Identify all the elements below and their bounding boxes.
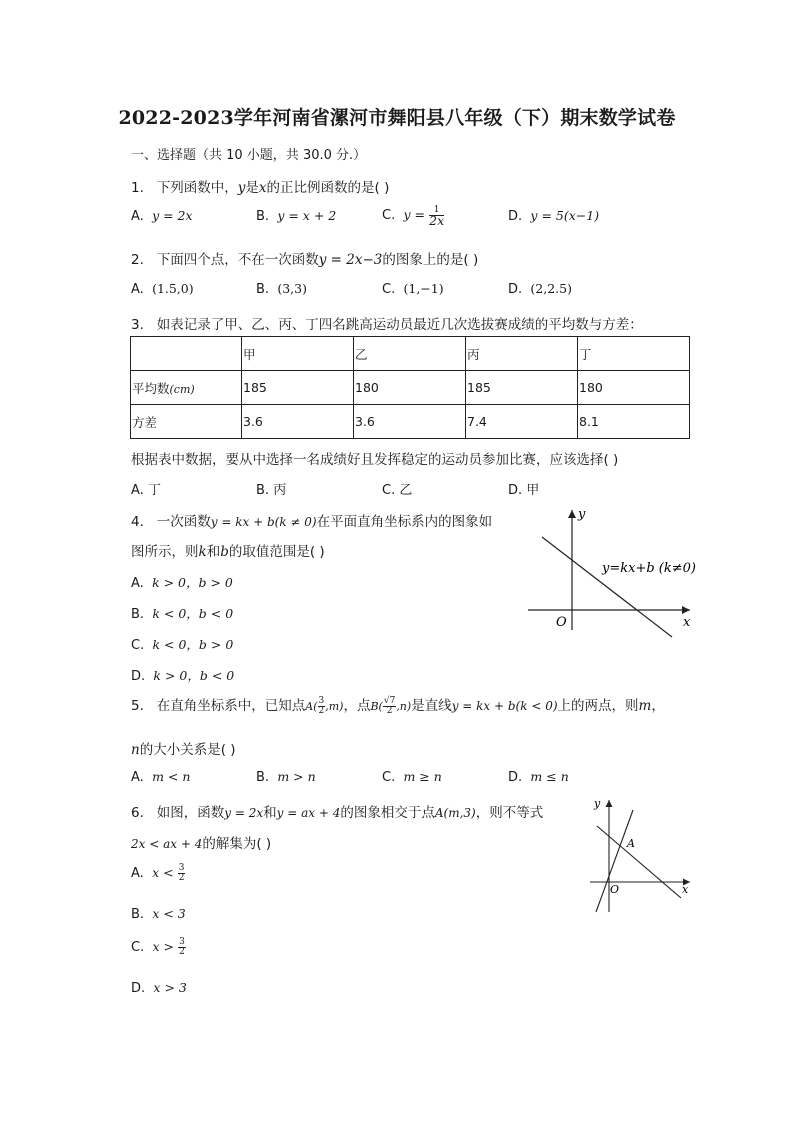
option-expr: k > 0，b < 0 bbox=[153, 668, 235, 683]
question-text: 是 bbox=[245, 180, 259, 196]
option-d[interactable] bbox=[508, 769, 569, 785]
option-a[interactable] bbox=[131, 208, 193, 224]
option-expr: x < bbox=[152, 865, 174, 880]
fraction bbox=[178, 864, 186, 883]
option-expr: x > bbox=[152, 939, 174, 954]
option-letter: C. bbox=[382, 770, 396, 785]
option-expr: m < n bbox=[152, 769, 191, 784]
question-text: 下面四个点，不在一次函数 bbox=[156, 252, 319, 268]
question-text: 如图，函数 bbox=[156, 805, 225, 821]
math-var: x bbox=[258, 180, 267, 196]
section-heading: 一、选择题（共 10 小题，共 30.0 分.） bbox=[131, 148, 367, 163]
option-b[interactable] bbox=[256, 769, 316, 785]
table-row bbox=[131, 405, 690, 439]
option-letter: B. bbox=[256, 209, 270, 224]
question-text: 的解集为( ) bbox=[202, 836, 272, 852]
option-expr: m > n bbox=[277, 769, 316, 784]
page-title: 2022-2023学年河南省漯河市舞阳县八年级（下）期末数学试卷 bbox=[118, 107, 676, 129]
line-y-2x bbox=[596, 810, 633, 912]
option-expr: k < 0，b < 0 bbox=[152, 606, 234, 621]
denominator: 2 bbox=[179, 947, 185, 957]
question-number: 2. bbox=[131, 252, 144, 268]
question-2-stem bbox=[131, 248, 478, 268]
question-text: 如表记录了甲、乙、丙、丁四名跳高运动员最近几次选拔赛成绩的平均数与方差： bbox=[156, 317, 643, 333]
question-4-stem bbox=[131, 510, 492, 530]
x-axis-label: x bbox=[683, 615, 691, 630]
option-b[interactable] bbox=[131, 906, 186, 922]
option-c[interactable] bbox=[382, 769, 442, 785]
point-b: B( bbox=[370, 700, 383, 713]
denominator: 2 bbox=[178, 873, 185, 883]
question-text: 图所示，则 bbox=[131, 544, 199, 560]
option-expr: (2,2.5) bbox=[530, 281, 572, 296]
scores-table bbox=[130, 336, 690, 439]
numerator: 1 bbox=[429, 206, 444, 216]
option-letter: A. bbox=[131, 483, 144, 498]
question-3-followup: 根据表中数据，要从中选择一名成绩好且发挥稳定的运动员参加比赛，应该选择( ) bbox=[131, 452, 619, 468]
question-text: 下列函数中， bbox=[156, 180, 238, 196]
table-cell bbox=[131, 337, 242, 371]
option-letter: C. bbox=[382, 282, 396, 297]
option-letter: A. bbox=[131, 576, 144, 591]
math-var: k bbox=[198, 544, 207, 560]
option-letter: D. bbox=[508, 770, 523, 785]
y-axis-label: y bbox=[594, 797, 601, 810]
numerator: √7 bbox=[383, 695, 396, 706]
table-cell: 185 bbox=[466, 371, 578, 405]
question-number: 3. bbox=[131, 317, 144, 333]
option-expr: y = x + 2 bbox=[277, 208, 337, 223]
table-header-row bbox=[131, 337, 690, 371]
option-a[interactable] bbox=[131, 281, 194, 297]
unit: (cm) bbox=[169, 382, 195, 396]
option-expr: k > 0，b > 0 bbox=[152, 575, 233, 590]
question-text: 的图象上的是( ) bbox=[382, 252, 479, 268]
fraction bbox=[178, 938, 186, 957]
option-expr: (3,3) bbox=[277, 281, 307, 296]
option-expr: m ≥ n bbox=[403, 769, 442, 784]
denominator: 2 bbox=[386, 705, 393, 716]
question-5-stem bbox=[131, 694, 665, 716]
option-c[interactable] bbox=[382, 479, 412, 498]
numerator: 3 bbox=[178, 863, 185, 873]
option-letter: B. bbox=[256, 282, 270, 297]
table-row bbox=[131, 371, 690, 405]
option-expr: x < 3 bbox=[152, 906, 186, 921]
option-letter: A. bbox=[131, 209, 144, 224]
question-text: ，点 bbox=[343, 698, 371, 714]
fraction bbox=[429, 205, 445, 228]
option-letter: D. bbox=[131, 669, 146, 684]
option-letter: D. bbox=[508, 209, 523, 224]
option-letter: D. bbox=[508, 282, 523, 297]
question-number: 4. bbox=[131, 514, 144, 530]
option-b[interactable] bbox=[256, 281, 307, 297]
option-c[interactable] bbox=[131, 938, 186, 957]
point-a-label: A bbox=[627, 837, 635, 850]
question-1-stem bbox=[131, 176, 389, 196]
q6-graph bbox=[584, 792, 696, 917]
option-letter: B. bbox=[131, 907, 145, 922]
question-text: 是直线 bbox=[411, 698, 452, 714]
option-text: 丙 bbox=[273, 483, 287, 498]
point-a: ,m) bbox=[325, 700, 344, 713]
option-letter: C. bbox=[131, 940, 145, 955]
option-letter: C. bbox=[131, 638, 145, 653]
math-var: y bbox=[237, 180, 246, 196]
question-text: ，则不等式 bbox=[475, 805, 544, 821]
math-var: b bbox=[220, 544, 229, 560]
option-expr: (1,−1) bbox=[403, 281, 444, 296]
option-c[interactable] bbox=[131, 635, 233, 653]
option-letter: B. bbox=[131, 607, 145, 622]
question-text: 上的两点，则 bbox=[557, 698, 639, 714]
math-expr: y = 2x bbox=[224, 806, 264, 820]
table-cell: 8.1 bbox=[578, 405, 690, 439]
option-expr: y = bbox=[403, 207, 425, 222]
question-number: 5. bbox=[131, 698, 144, 714]
question-text: 在直角坐标系中，已知点 bbox=[156, 698, 306, 714]
math-expr: y = kx + b(k < 0) bbox=[451, 699, 558, 713]
question-text: 的正比例函数的是( ) bbox=[266, 180, 390, 196]
question-6-stem bbox=[131, 801, 543, 821]
option-b[interactable] bbox=[131, 604, 233, 622]
option-d[interactable] bbox=[131, 980, 187, 996]
option-letter: B. bbox=[256, 483, 270, 498]
table-cell: 乙 bbox=[354, 337, 466, 371]
option-d[interactable] bbox=[508, 281, 572, 297]
origin-label: O bbox=[556, 615, 567, 630]
y-arrow-icon bbox=[606, 800, 613, 807]
option-text: 乙 bbox=[399, 483, 413, 498]
q4-graph bbox=[520, 500, 705, 640]
table-cell: 3.6 bbox=[354, 405, 466, 439]
option-expr: y = 2x bbox=[152, 208, 193, 223]
math-expr: A(m,3) bbox=[434, 806, 476, 820]
option-letter: A. bbox=[131, 866, 144, 881]
option-c[interactable] bbox=[382, 205, 445, 228]
numerator: 3 bbox=[318, 695, 325, 706]
option-expr: y = 5(x−1) bbox=[530, 208, 600, 223]
option-letter: A. bbox=[131, 770, 144, 785]
question-4-stem-line2 bbox=[131, 540, 325, 560]
question-text: 在平面直角坐标系内的图象如 bbox=[316, 514, 493, 530]
y-arrow-icon bbox=[568, 510, 576, 518]
fraction bbox=[383, 697, 396, 716]
math-var: n bbox=[131, 742, 140, 758]
option-expr: (1.5,0) bbox=[152, 281, 194, 296]
table-cell: 3.6 bbox=[242, 405, 354, 439]
option-d[interactable] bbox=[131, 666, 234, 684]
math-expr: y = kx + b(k ≠ 0) bbox=[210, 515, 317, 529]
y-axis-label: y bbox=[578, 507, 586, 522]
question-text: 的取值范围是( ) bbox=[228, 544, 325, 560]
point-a: A( bbox=[305, 700, 318, 713]
point-b: ,n) bbox=[396, 700, 412, 713]
table-row-label bbox=[131, 371, 242, 405]
question-text: ， bbox=[651, 698, 665, 714]
math-var: m bbox=[638, 698, 652, 714]
table-row-label: 方差 bbox=[131, 405, 242, 439]
option-b[interactable] bbox=[256, 208, 336, 224]
question-text: 一次函数 bbox=[156, 514, 211, 530]
question-3-stem bbox=[131, 313, 643, 333]
table-cell: 丙 bbox=[466, 337, 578, 371]
table-cell: 180 bbox=[578, 371, 690, 405]
question-text: 和 bbox=[206, 544, 221, 560]
option-letter: A. bbox=[131, 282, 144, 297]
table-cell: 180 bbox=[354, 371, 466, 405]
table-cell: 7.4 bbox=[466, 405, 578, 439]
question-text: 和 bbox=[263, 805, 277, 821]
option-text: 丁 bbox=[147, 483, 161, 498]
math-expr: y = 2x−3 bbox=[318, 252, 383, 268]
table-cell: 甲 bbox=[242, 337, 354, 371]
denominator: 2x bbox=[429, 213, 445, 228]
table-cell: 丁 bbox=[578, 337, 690, 371]
question-number: 6. bbox=[131, 805, 144, 821]
option-text: 甲 bbox=[526, 483, 540, 498]
option-b[interactable] bbox=[256, 479, 286, 498]
option-expr: m ≤ n bbox=[530, 769, 569, 784]
option-a[interactable] bbox=[131, 769, 190, 785]
option-letter: C. bbox=[382, 208, 396, 223]
option-a[interactable] bbox=[131, 479, 161, 498]
table-cell: 185 bbox=[242, 371, 354, 405]
option-letter: D. bbox=[508, 483, 523, 498]
numerator: 3 bbox=[179, 937, 185, 947]
row-label: 平均数 bbox=[132, 380, 170, 396]
question-text: 的图象相交于点 bbox=[340, 805, 435, 821]
option-letter: C. bbox=[382, 483, 396, 498]
option-expr: k < 0，b > 0 bbox=[152, 637, 234, 652]
question-6-stem-line2 bbox=[131, 832, 271, 852]
x-axis-label: x bbox=[682, 883, 689, 896]
option-a[interactable] bbox=[131, 864, 185, 883]
option-letter: B. bbox=[256, 770, 270, 785]
math-expr: 2x < ax + 4 bbox=[131, 837, 203, 851]
option-d[interactable] bbox=[508, 208, 599, 224]
question-5-stem-line2 bbox=[131, 738, 236, 758]
option-c[interactable] bbox=[382, 281, 444, 297]
option-a[interactable] bbox=[131, 573, 233, 591]
question-text: 的大小关系是( ) bbox=[139, 742, 236, 758]
line-label: y=kx+b (k≠0) bbox=[602, 561, 696, 576]
question-number: 1. bbox=[131, 180, 144, 196]
option-d[interactable] bbox=[508, 479, 539, 498]
option-letter: D. bbox=[131, 981, 146, 996]
option-expr: x > 3 bbox=[153, 980, 187, 995]
x-arrow-icon bbox=[682, 606, 690, 614]
math-expr: y = ax + 4 bbox=[276, 806, 341, 820]
origin-label: O bbox=[610, 883, 620, 896]
denominator: 2 bbox=[318, 705, 325, 716]
